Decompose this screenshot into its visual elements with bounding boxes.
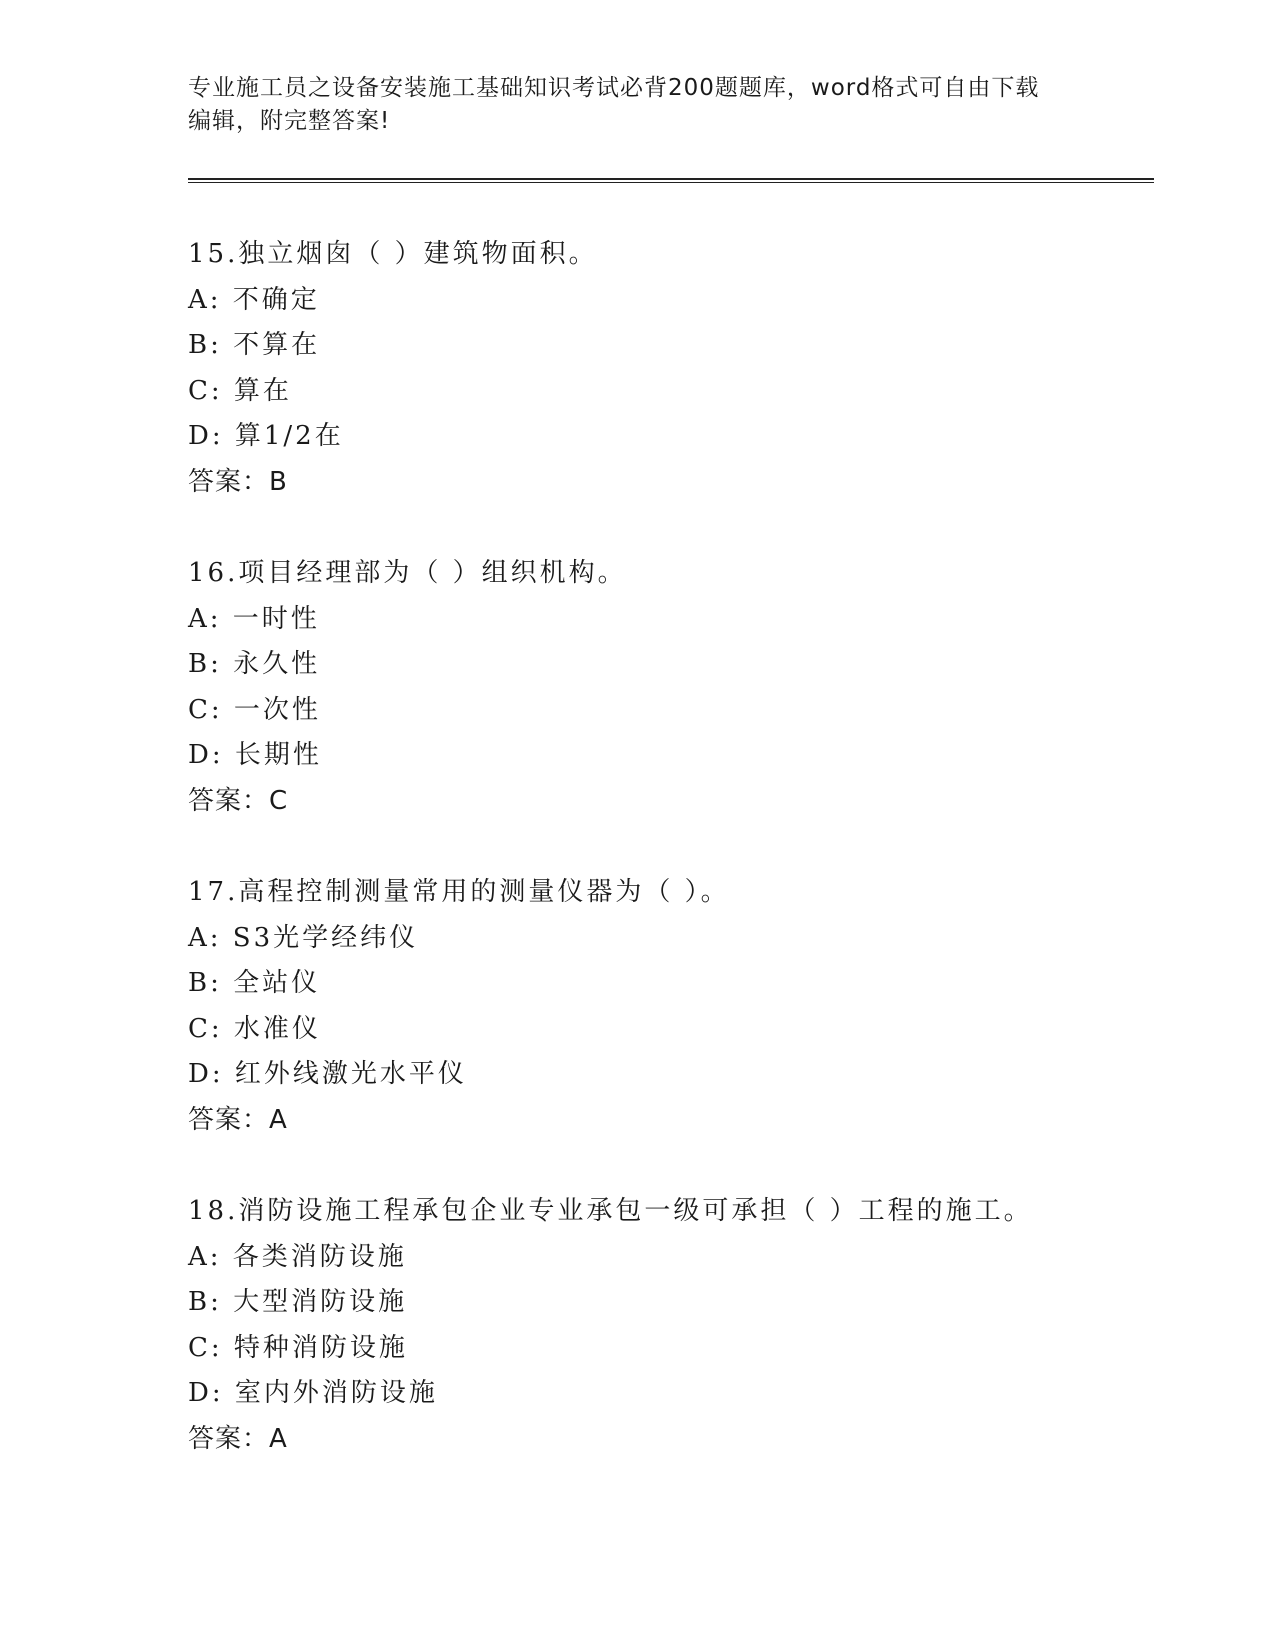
option-c: C: 特种消防设施	[188, 1332, 408, 1363]
header-divider	[188, 178, 1154, 183]
document-header	[188, 72, 1068, 138]
option-d: D: 长期性	[188, 740, 322, 770]
option-c: C: 水准仪	[188, 1013, 321, 1044]
option-d: D: 算1/2在	[188, 421, 344, 451]
answer-text: 答案：B	[188, 466, 288, 497]
question-stem: 15.独立烟囱（ ）建筑物面积。	[188, 239, 598, 269]
option-d: D: 室内外消防设施	[188, 1378, 438, 1408]
option-a: A: 各类消防设施	[188, 1241, 407, 1272]
question-18	[188, 1189, 1148, 1508]
question-list	[188, 232, 1148, 1508]
question-stem: 16.项目经理部为（ ）组织机构。	[188, 558, 627, 588]
option-b: B: 全站仪	[188, 968, 321, 998]
question-stem: 17.高程控制测量常用的测量仪器为（ ）。	[188, 877, 730, 907]
header-title-line-1: 专业施工员之设备安装施工基础知识考试必背200题题库，word格式可自由下载	[188, 75, 1040, 101]
answer-text: 答案：A	[188, 1423, 288, 1454]
header-title-line-2: 编辑，附完整答案!	[188, 108, 391, 134]
option-b: B: 永久性	[188, 649, 321, 679]
option-a: A: 不确定	[188, 284, 320, 315]
option-b: B: 不算在	[188, 330, 321, 360]
option-a: A: S3光学经纬仪	[188, 922, 419, 953]
question-17	[188, 870, 1148, 1189]
question-16	[188, 551, 1148, 870]
answer-text: 答案：A	[188, 1104, 288, 1135]
option-c: C: 一次性	[188, 694, 321, 725]
option-a: A: 一时性	[188, 603, 320, 634]
option-b: B: 大型消防设施	[188, 1287, 408, 1317]
option-c: C: 算在	[188, 375, 292, 406]
question-15	[188, 232, 1148, 551]
option-d: D: 红外线激光水平仪	[188, 1059, 467, 1089]
question-stem: 18.消防设施工程承包企业专业承包一级可承担（ ）工程的施工。	[188, 1196, 1033, 1226]
answer-text: 答案：C	[188, 785, 289, 816]
